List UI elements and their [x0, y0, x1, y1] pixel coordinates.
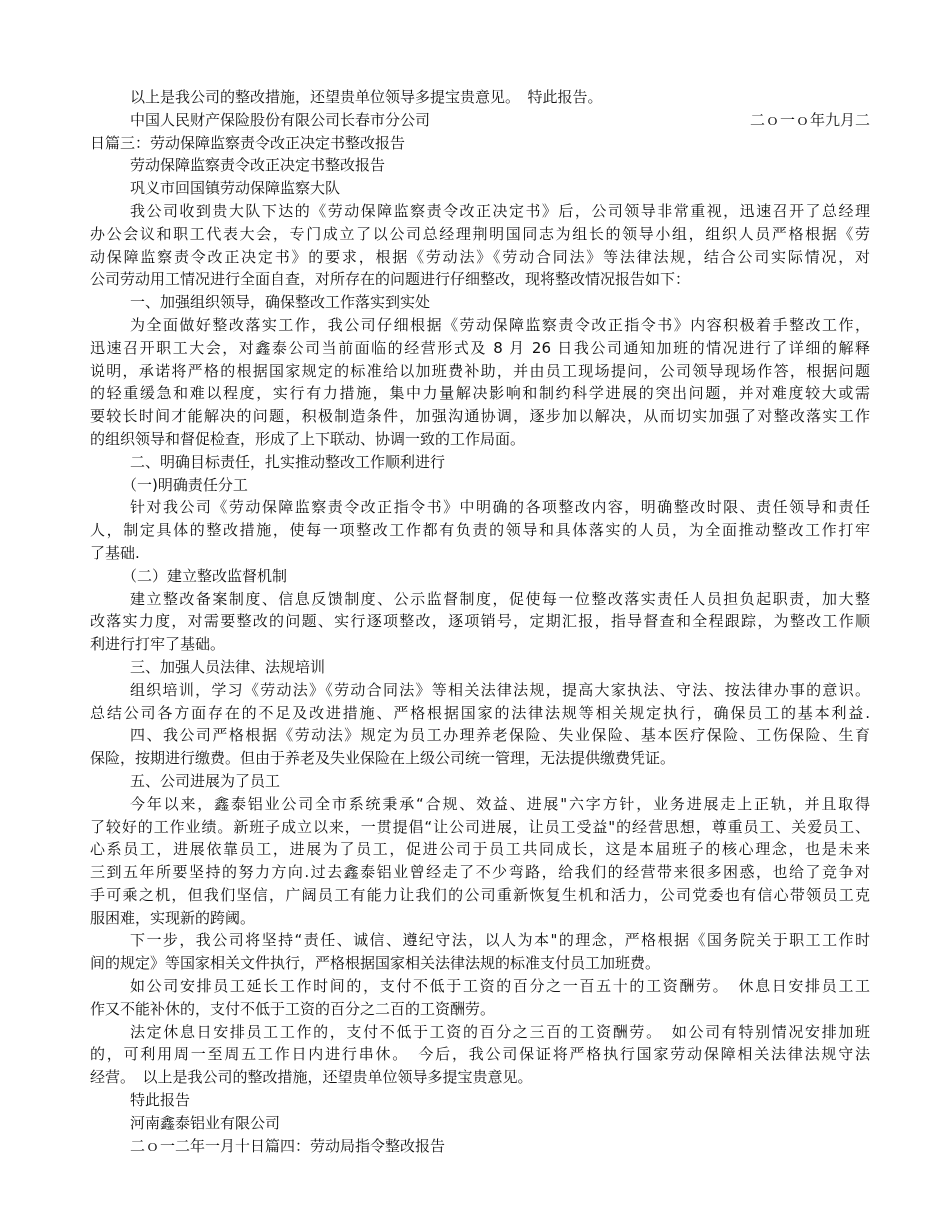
text-line: 说明，承诺将严格的根据国家规定的标准给以加班费补助，并由员工现场提问，公司领导现场作答，根据问题	[90, 361, 870, 380]
text-line: 特此报告	[130, 1091, 191, 1110]
text-line: 今年以来，鑫泰铝业公司全市系统秉承“合规、效益、进展"六字方针，业务进展走上正轨，并且取得	[130, 794, 870, 813]
text-line: 迅速召开职工大会，对鑫泰公司当前面临的经营形式及 8 月 26 日我公司通知加班的情况进行了详细的解释	[90, 338, 870, 357]
text-line: 二、明确目标责任，扎实推动整改工作顺利进行	[130, 452, 446, 471]
text-line: 巩义市回国镇劳动保障监察大队	[130, 179, 341, 198]
text-line: （二）建立整改监督机制	[122, 566, 288, 585]
text-line: 动保障监察责令改正决定书》的要求，根据《劳动法》《劳动合同法》等法律法规，结合公司实际情况，对	[90, 247, 870, 266]
text-line: 法定休息日安排员工工作的，支付不低于工资的百分之三百的工资酬劳。 如公司有特别情况安排加班	[130, 1022, 870, 1041]
text-line: 二ｏ一二年一月十日篇四：劳动局指令整改报告	[130, 1136, 446, 1155]
text-line: 劳动保障监察责令改正决定书整改报告	[130, 156, 386, 175]
text-line: 我公司收到贵大队下达的《劳动保障监察责令改正决定书》后，公司领导非常重视，迅速召开了总经理	[130, 201, 870, 220]
text-line: 一、加强组织领导，确保整改工作落实到实处	[130, 293, 431, 312]
text-line: 经营。 以上是我公司的整改措施，还望贵单位领导多提宝贵意见。	[90, 1068, 533, 1087]
text-line: （一)明确责任分工	[122, 475, 248, 494]
text-line: 心系员工，进展依靠员工，进展为了员工，促进公司于员工共同成长，这是本届班子的核心理念，也是未来	[90, 840, 870, 859]
text-line: 手可乘之机，但我们坚信，广阔员工有能力让我们的公司重新恢复生机和活力，公司党委也有信心带领员工克	[90, 885, 870, 904]
text-line: 建立整改备案制度、信息反馈制度、公示监督制度，促使每一位整改落实责任人员担负起职责，加大整	[130, 589, 870, 608]
text-line: 要较长时间才能解决的问题，积极制造条件，加强沟通协调，逐步加以解决，从而切实加强了对整改落实工作	[90, 407, 870, 426]
text-line: 针对我公司《劳动保障监察责令改正指令书》中明确的各项整改内容，明确整改时限、责任领导和责任	[130, 498, 870, 517]
text-line-right: 二ｏ一ｏ年九月二	[749, 110, 870, 129]
text-line: 了较好的工作业绩。新班子成立以来，一贯提倡“让公司进展，让员工受益"的经营思想，尊重员工、关爱员工、	[90, 817, 870, 836]
text-line: 保险，按期进行缴费。但由于养老及失业保险在上级公司统一管理，无法提供缴费凭证。	[90, 749, 676, 768]
text-line: 五、公司进展为了员工	[130, 771, 281, 790]
text-line: 的轻重缓急和难以程度，实行有力措施，集中力量解决影响和制约科学进展的突出问题，并对难度较大或需	[90, 384, 870, 403]
text-line: 的组织领导和督促检查，形成了上下联动、协调一致的工作局面。	[90, 429, 526, 448]
text-line: 四、我公司严格根据《劳动法》规定为员工办理养老保险、失业保险、基本医疗保险、工伤保险、生育	[130, 726, 870, 745]
text-line: 以上是我公司的整改措施，还望贵单位领导多提宝贵意见。 特此报告。	[130, 88, 603, 106]
text-line: 改落实力度，对需要整改的问题、实行逐项整改，逐项销号，定期汇报，指导督查和全程跟踪，为整改工作顺	[90, 612, 870, 631]
text-line-left: 中国人民财产保险股份有限公司长春市分公司	[130, 110, 431, 129]
text-line: 组织培训，学习《劳动法》《劳动合同法》等相关法律法规，提高大家执法、守法、按法律办事的意识。	[130, 680, 870, 699]
text-line: 河南鑫泰铝业有限公司	[130, 1113, 281, 1132]
text-line: 三、加强人员法律、法规培训	[130, 657, 326, 676]
text-line: 间的规定》等国家相关文件执行，严格根据国家相关法律法规的标准支付员工加班费。	[90, 954, 661, 973]
document-page	[90, 86, 870, 1157]
text-line: 如公司安排员工延长工作时间的，支付不低于工资的百分之一百五十的工资酬劳。 休息日安排员工工	[130, 977, 870, 996]
text-line: 日篇三：劳动保障监察责令改正决定书整改报告	[90, 133, 406, 152]
text-line: 服困难，实现新的跨阈。	[90, 908, 256, 927]
text-line: 三到五年所要坚持的努力方向.过去鑫泰铝业曾经走了不少弯路，给我们的经营带来很多困惑，也给了竞争对	[90, 863, 870, 882]
text-line: 人，制定具体的整改措施，使每一项整改工作都有负责的领导和具体落实的人员，为全面推动整改工作打牢	[90, 521, 870, 540]
text-line: 的，可利用周一至周五工作日内进行串休。 今后，我公司保证将严格执行国家劳动保障相关法律法规守法	[90, 1045, 870, 1064]
text-line	[90, 109, 870, 132]
text-line: 为全面做好整改落实工作，我公司仔细根据《劳动保障监察责令改正指令书》内容积极着手整改工作，	[130, 315, 870, 334]
text-line: 办公会议和职工代表大会，专门成立了以公司总经理荆明国同志为组长的领导小组，组织人员严格根据《劳	[90, 224, 870, 243]
text-line: 利进行打牢了基础。	[90, 635, 226, 654]
text-line: 下一步，我公司将坚持“责任、诚信、遵纪守法，以人为本"的理念，严格根据《国务院关于职工工作时	[130, 931, 870, 950]
text-line: 作又不能补休的，支付不低于工资的百分之二百的工资酬劳。	[90, 999, 496, 1018]
text-line: 了基础.	[90, 543, 140, 562]
text-line: 公司劳动用工情况进行全面自查，对所存在的问题进行仔细整改，现将整改情况报告如下：	[90, 270, 691, 289]
text-line: 总结公司各方面存在的不足及改进措施、严格根据国家的法律法规等相关规定执行，确保员工的基本利益.	[90, 703, 870, 722]
